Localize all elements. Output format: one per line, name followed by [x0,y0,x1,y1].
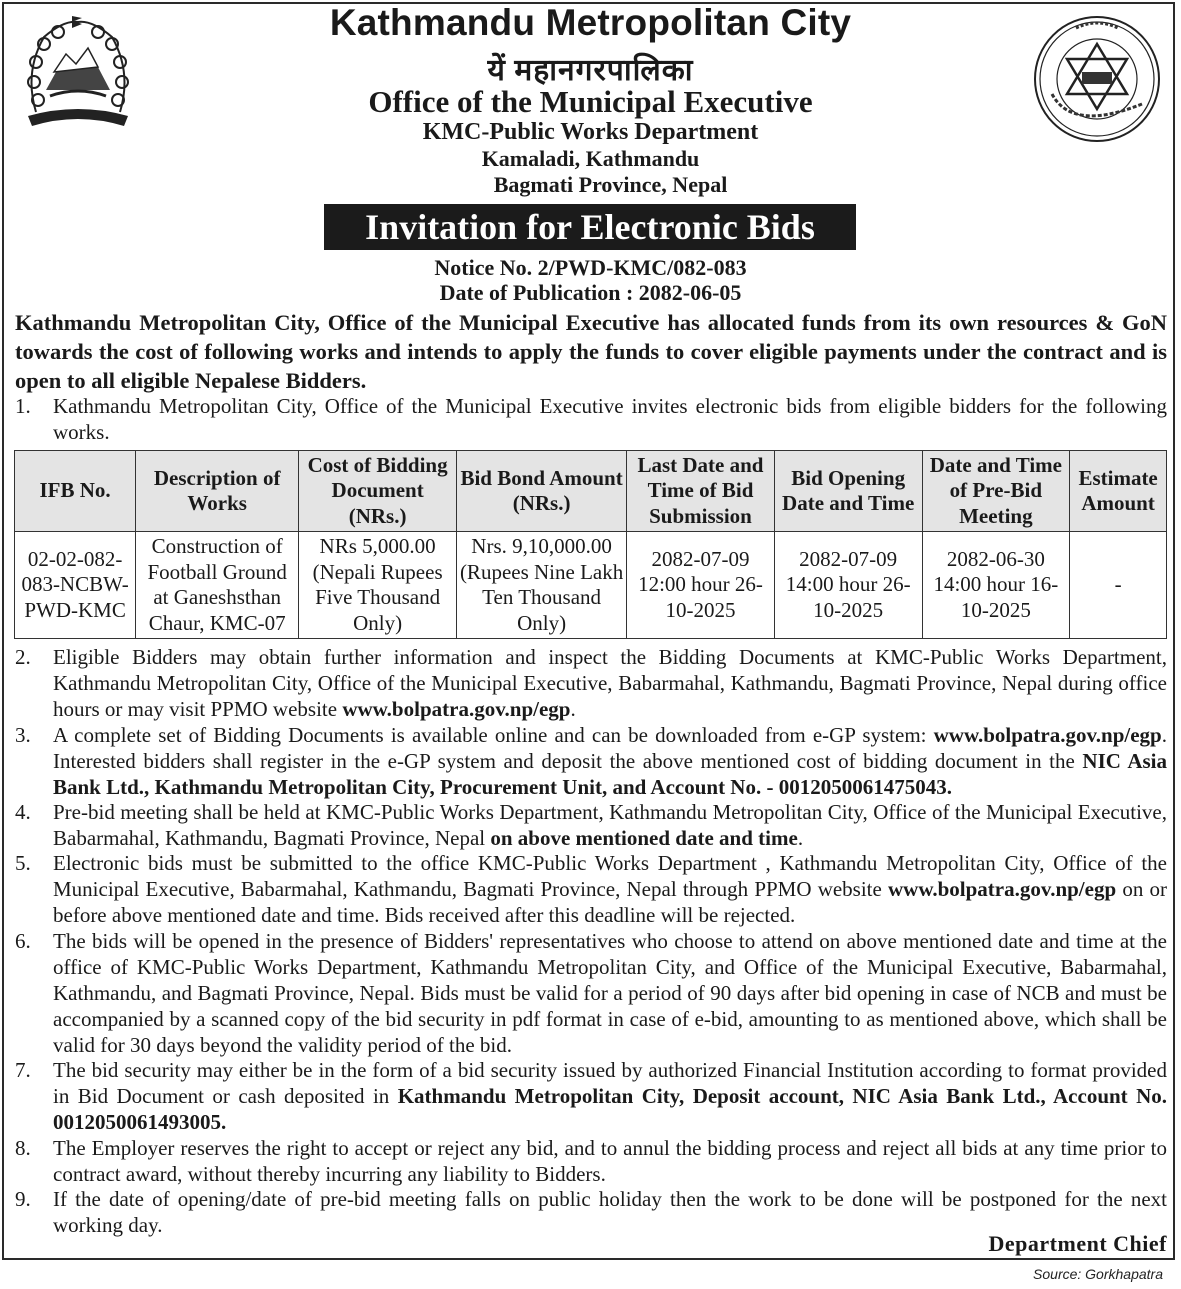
col-bid-bond: Bid Bond Amount (NRs.) [457,451,627,532]
cell-bid-bond: Nrs. 9,10,000.00 (Rupees Nine Lakh Ten Thousand Only) [457,532,627,639]
notice-title-banner: Invitation for Electronic Bids [324,204,856,250]
list-item-8 [15,1135,1167,1187]
item-text: If the date of opening/date of pre-bid meeting falls on public holiday then the work to be done will be postponed for the next working day. [53,1187,1167,1237]
item-number: 9. [15,1187,31,1211]
city-name: Kathmandu Metropolitan City [329,2,852,43]
item-number: 8. [15,1136,31,1160]
list-item-3 [15,722,1167,800]
col-last-submission: Last Date and Time of Bid Submission [627,451,775,532]
address-line-1: Kamaladi, Kathmandu [481,146,700,171]
item-number: 1. [15,394,31,418]
item-text: The bid security may either be in the form of a bid security issued by authorized Financial Institution according to format provided in Bid Document or cash deposited in Kathmandu Metropolitan City, Deposit account, NIC Asia Bank Ltd., Account No. 0012050061493005. [53,1058,1168,1134]
list-item-2 [15,644,1167,722]
bids-table [14,450,1167,639]
item-text: The bids will be opened in the presence of Bidders' representatives who choose to attend on above mentioned date and time at the office of KMC-Public Works Department, Kathmandu Metropolitan City, and Office of the Municipal Executive, Babarmahal, Kathmandu, and Bagmati Province, Nepal. Bids must be valid for a period of 90 days after bid opening in case of NCB and must be accompanied by a scanned copy of the bid security in pdf format in case of e-bid, amounting to as mentioned above, which shall be valid for 30 days beyond the validity period of the bid. [53,929,1167,1057]
item-text: A complete set of Bidding Documents is available online and can be downloaded from e-GP system: www.bolpatra.gov.np/egp. Interested bidders shall register in the e-GP system and deposit the above mentioned cost of bidding document in the NIC Asia Bank Ltd., Kathmandu Metropolitan City, Procurement Unit, and Account No. - 0012050061475043. [53,723,1167,799]
item-number: 7. [15,1058,31,1082]
item-number: 5. [15,851,31,875]
col-cost-document: Cost of Bidding Document (NRs.) [299,451,457,532]
col-bid-opening: Bid Opening Date and Time [774,451,922,532]
col-ifb-no: IFB No. [15,451,136,532]
col-description: Description of Works [136,451,299,532]
cell-cost-document: NRs 5,000.00 (Nepali Rupees Five Thousand Only) [299,532,457,639]
address-line-2: Bagmati Province, Nepal [493,172,728,197]
item-text: Pre-bid meeting shall be held at KMC-Public Works Department, Kathmandu Metropolitan City, Office of the Municipal Executive, Babarmahal, Kathmandu, Bagmati Province, Nepal on above mentioned date and time. [53,800,1167,850]
table-header-row [15,451,1167,532]
item-text: Kathmandu Metropolitan City, Office of the Municipal Executive invites electronic bids from eligible bidders for the following works. [53,394,1167,444]
item-number: 6. [15,929,31,953]
cell-last-submission: 2082-07-09 12:00 hour 26-10-2025 [627,532,775,639]
signature: Department Chief [988,1231,1167,1256]
item-text: Electronic bids must be submitted to the office KMC-Public Works Department , Kathmandu Metropolitan City, Office of the Municipal Executive, Babarmahal, Kathmandu, Bagmati Province, Nepal through PPMO website www.bolpatra.gov.np/egp on or before above mentioned date and time. Bids received after this deadline will be rejected. [53,851,1167,927]
item-number: 2. [15,645,31,669]
list-item-6 [15,928,1167,1058]
item-text: The Employer reserves the right to accept or reject any bid, and to annul the bidding process and reject all bids at any time prior to contract award, without thereby incurring any liability to Bidders. [53,1136,1167,1186]
table-row [15,532,1167,639]
city-name-devanagari: यें महानगरपालिका [487,54,694,87]
item-number: 3. [15,723,31,747]
cell-description: Construction of Football Ground at Ganeshsthan Chaur, KMC-07 [136,532,299,639]
office-name: Office of the Municipal Executive [368,84,813,119]
item-number: 4. [15,800,31,824]
cell-estimate: - [1070,532,1167,639]
source-credit: Source: Gorkhapatra [1033,1266,1163,1282]
intro-paragraph: Kathmandu Metropolitan City, Office of the Municipal Executive has allocated funds from its own resources & GoN towards the cost of following works and intends to apply the funds to cover eligible payments under the contract and is open to all eligible Nepalese Bidders. [15,310,1167,393]
list-item-7 [15,1057,1167,1135]
department-name: KMC-Public Works Department [422,119,759,145]
list-item-4 [15,799,1167,851]
col-estimate: Estimate Amount [1070,451,1167,532]
cell-pre-bid: 2082-06-30 14:00 hour 16-10-2025 [922,532,1070,639]
cell-ifb-no: 02-02-082-083-NCBW-PWD-KMC [15,532,136,639]
col-pre-bid: Date and Time of Pre-Bid Meeting [922,451,1070,532]
cell-bid-opening: 2082-07-09 14:00 hour 26-10-2025 [774,532,922,639]
list-item-1 [15,393,1167,445]
item-text: Eligible Bidders may obtain further information and inspect the Bidding Documents at KMC-Public Works Department, Kathmandu Metropolitan City, Office of the Municipal Executive, Babarmahal, Kathmandu, Bagmati Province, Nepal during office hours or may visit PPMO website www.bolpatra.gov.np/egp. [53,645,1167,721]
notice-number: Notice No. 2/PWD-KMC/082-083 [434,255,747,280]
list-item-5 [15,850,1167,928]
publication-date: Date of Publication : 2082-06-05 [439,280,742,305]
